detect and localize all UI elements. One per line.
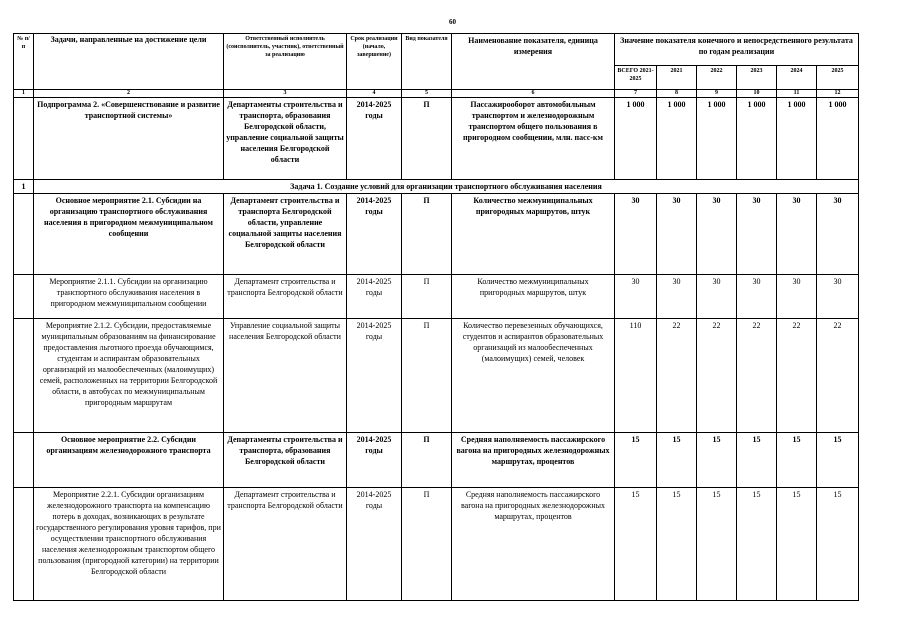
row-task: Подпрограмма 2. «Совершенствование и развитие транспортной системы» <box>34 98 224 180</box>
indicators-table <box>13 33 859 601</box>
row-executor: Департамент строительства и транспорта Белгородской области <box>224 488 347 601</box>
row-value: 15 <box>817 488 859 601</box>
row-indicator: Средняя наполняемость пассажирского вагона на пригородных железнодорожных маршрутах, процентов <box>452 433 615 488</box>
row-value: 30 <box>657 275 697 319</box>
row-value-total: 110 <box>615 319 657 433</box>
table-row <box>14 488 859 601</box>
row-indicator: Средняя наполняемость пассажирского вагона на пригородных железнодорожных маршрутах, процентов <box>452 488 615 601</box>
table-row <box>14 275 859 319</box>
row-type: П <box>402 194 452 275</box>
task-header: Задача 1. Создание условий для организации транспортного обслуживания населения <box>34 180 859 194</box>
row-indicator: Пассажирооборот автомобильным транспортом и железнодорожным транспортом общего пользования в пригородном сообщении, млн. пасс-км <box>452 98 615 180</box>
header-col-term: Срок реализации (начало, завершение) <box>347 34 402 90</box>
row-number <box>14 275 34 319</box>
row-value-total: 15 <box>615 433 657 488</box>
table-row <box>14 194 859 275</box>
row-executor: Департаменты строительства и транспорта, образования Белгородской области <box>224 433 347 488</box>
row-number: 1 <box>14 180 34 194</box>
header-col-tasks: Задачи, направленные на достижение цели <box>34 34 224 90</box>
row-value: 22 <box>817 319 859 433</box>
row-value: 1 000 <box>697 98 737 180</box>
row-value: 15 <box>697 488 737 601</box>
row-value: 1 000 <box>817 98 859 180</box>
task-header-row <box>14 180 859 194</box>
row-value: 30 <box>777 275 817 319</box>
column-number: 12 <box>817 90 859 98</box>
row-value: 15 <box>657 488 697 601</box>
row-value-total: 15 <box>615 488 657 601</box>
row-value: 15 <box>697 433 737 488</box>
row-value: 15 <box>817 433 859 488</box>
row-task: Основное мероприятие 2.1. Субсидии на организацию транспортного обслуживания населения в пригородном межмуниципальном сообщении <box>34 194 224 275</box>
row-value-total: 1 000 <box>615 98 657 180</box>
column-number: 8 <box>657 90 697 98</box>
row-number <box>14 319 34 433</box>
row-value-total: 30 <box>615 275 657 319</box>
header-year: 2025 <box>817 66 859 90</box>
row-term: 2014-2025 годы <box>347 488 402 601</box>
row-value: 30 <box>737 275 777 319</box>
row-executor: Управление социальной защиты населения Белгородской области <box>224 319 347 433</box>
row-value: 30 <box>817 194 859 275</box>
row-executor: Департамент строительства и транспорта Белгородской области <box>224 275 347 319</box>
row-value: 15 <box>777 488 817 601</box>
row-term: 2014-2025 годы <box>347 275 402 319</box>
row-value: 22 <box>697 319 737 433</box>
column-number: 7 <box>615 90 657 98</box>
table-row <box>14 319 859 433</box>
header-col-num: № п/п <box>14 34 34 90</box>
row-number <box>14 194 34 275</box>
row-indicator: Количество межмуниципальных пригородных маршрутов, штук <box>452 275 615 319</box>
row-term: 2014-2025 годы <box>347 433 402 488</box>
row-type: П <box>402 275 452 319</box>
row-type: П <box>402 488 452 601</box>
row-task: Основное мероприятие 2.2. Субсидии организациям железнодорожного транспорта <box>34 433 224 488</box>
row-indicator: Количество межмуниципальных пригородных маршрутов, штук <box>452 194 615 275</box>
row-value: 1 000 <box>657 98 697 180</box>
row-task: Мероприятие 2.1.1. Субсидии на организацию транспортного обслуживания населения в пригородном межмуниципальном сообщении <box>34 275 224 319</box>
row-term: 2014-2025 годы <box>347 319 402 433</box>
row-value: 30 <box>697 275 737 319</box>
row-value: 1 000 <box>737 98 777 180</box>
row-value: 30 <box>777 194 817 275</box>
row-number <box>14 98 34 180</box>
row-number <box>14 433 34 488</box>
row-executor: Департамент строительства и транспорта Белгородской области, управление социальной защиты населения Белгородской области <box>224 194 347 275</box>
row-value: 1 000 <box>777 98 817 180</box>
header-year: 2021 <box>657 66 697 90</box>
row-value: 22 <box>657 319 697 433</box>
column-number: 9 <box>697 90 737 98</box>
row-value: 15 <box>777 433 817 488</box>
table-row <box>14 98 859 180</box>
column-number: 10 <box>737 90 777 98</box>
row-indicator: Количество перевезенных обучающихся, студентов и аспирантов образовательных организаций из малообеспеченных (малоимущих) семей, человек <box>452 319 615 433</box>
row-value: 22 <box>777 319 817 433</box>
row-type: П <box>402 433 452 488</box>
row-executor: Департаменты строительства и транспорта, образования Белгородской области, управление социальной защиты населения Белгородской области <box>224 98 347 180</box>
row-number <box>14 488 34 601</box>
column-number: 5 <box>402 90 452 98</box>
row-value: 30 <box>817 275 859 319</box>
row-value: 22 <box>737 319 777 433</box>
row-value-total: 30 <box>615 194 657 275</box>
column-number: 3 <box>224 90 347 98</box>
row-value: 30 <box>657 194 697 275</box>
column-number-row <box>14 90 859 98</box>
header-year: 2024 <box>777 66 817 90</box>
row-type: П <box>402 98 452 180</box>
column-number: 6 <box>452 90 615 98</box>
column-number: 2 <box>34 90 224 98</box>
header-col-values: Значение показателя конечного и непосредственного результата по годам реализации <box>615 34 859 66</box>
header-total: ВСЕГО 2021-2025 <box>615 66 657 90</box>
column-number: 1 <box>14 90 34 98</box>
page-number: 60 <box>449 18 456 26</box>
row-value: 15 <box>737 488 777 601</box>
row-value: 15 <box>737 433 777 488</box>
row-value: 30 <box>697 194 737 275</box>
column-number: 11 <box>777 90 817 98</box>
row-value: 30 <box>737 194 777 275</box>
header-col-type: Вид показателя <box>402 34 452 90</box>
header-year: 2023 <box>737 66 777 90</box>
row-term: 2014-2025 годы <box>347 98 402 180</box>
row-task: Мероприятие 2.1.2. Субсидии, предоставляемые муниципальным образованиям на финансирование предоставления льготного проезда обучающимся, студентам и аспирантам образовательных организаций из малообеспеченных (малоимущих) семей, расположенных на территории Белгородской области, в автобусах по межмуниципальным пригородным маршрутам <box>34 319 224 433</box>
table-row <box>14 433 859 488</box>
header-col-indicator: Наименование показателя, единица измерения <box>452 34 615 90</box>
header-row-1 <box>14 34 859 66</box>
row-term: 2014-2025 годы <box>347 194 402 275</box>
header-year: 2022 <box>697 66 737 90</box>
row-value: 15 <box>657 433 697 488</box>
header-col-executor: Ответственный исполнитель (соисполнитель, участник), ответственный за реализацию <box>224 34 347 90</box>
row-type: П <box>402 319 452 433</box>
column-number: 4 <box>347 90 402 98</box>
row-task: Мероприятие 2.2.1. Субсидии организациям железнодорожного транспорта на компенсацию потерь в доходах, возникающих в результате государственного регулирования уровня тарифов, при осуществлении транспортного обслуживания населения железнодорожным транспортом общего пользования (пригородной категории) на территории Белгородской области <box>34 488 224 601</box>
